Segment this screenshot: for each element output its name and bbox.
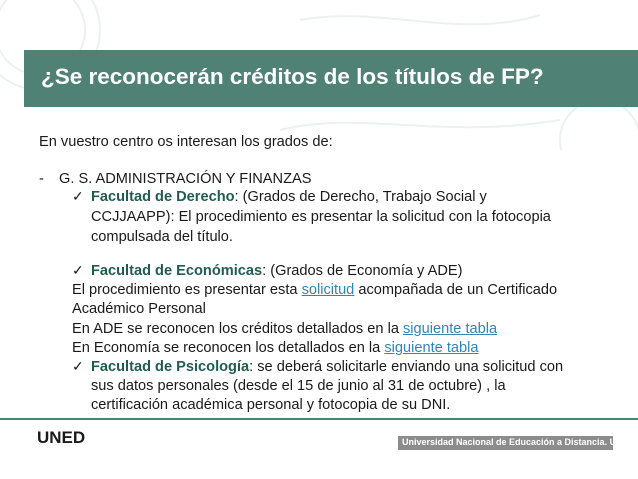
- derecho-name: Facultad de Derecho: [91, 189, 235, 205]
- economicas-name: Facultad de Económicas: [91, 263, 263, 279]
- footer-institution: Universidad Nacional de Educación a Distancia. UNED: [402, 437, 636, 447]
- economicas-line4-text: En ADE se reconocen los créditos detallados en la: [72, 321, 403, 337]
- ade-table-link[interactable]: siguiente tabla: [403, 321, 498, 337]
- check-icon: ✓: [72, 188, 84, 204]
- solicitud-link[interactable]: solicitud: [301, 282, 355, 298]
- page-title: ¿Se reconocerán créditos de los títulos de FP?: [41, 64, 544, 89]
- dash-bullet: -: [39, 171, 44, 187]
- economicas-line3: Académico Personal: [72, 301, 206, 317]
- derecho-line2: CCJJAAPP): El procedimiento es presentar la solicitud con la fotocopia: [91, 209, 551, 225]
- check-icon: ✓: [72, 262, 84, 278]
- derecho-item: [91, 188, 487, 206]
- derecho-line3: compulsada del título.: [91, 229, 233, 245]
- footer-divider: [0, 418, 638, 420]
- check-icon: ✓: [72, 358, 84, 374]
- uned-logo-text: UNED: [37, 428, 85, 447]
- economicas-line5: [72, 339, 478, 357]
- psicologia-line1: : se deberá solicitarle enviando una solicitud con: [249, 359, 564, 375]
- economicas-line2-text: El procedimiento es presentar esta: [72, 282, 302, 298]
- economicas-line2: [72, 281, 557, 299]
- economicas-line1: : (Grados de Economía y ADE): [262, 263, 463, 279]
- uned-logo: [37, 426, 85, 448]
- economicas-line2-post: acompañada de un Certificado: [354, 282, 558, 298]
- derecho-line1: : (Grados de Derecho, Trabajo Social y: [234, 189, 487, 205]
- psicologia-line2: sus datos personales (desde el 15 de junio al 31 de octubre) , la: [91, 378, 506, 394]
- psicologia-name: Facultad de Psicología: [91, 359, 250, 375]
- section-heading: G. S. ADMINISTRACIÓN Y FINANZAS: [59, 171, 312, 187]
- economicas-line5-text: En Economía se reconocen los detallados en la: [72, 340, 385, 356]
- economia-table-link[interactable]: siguiente tabla: [384, 340, 479, 356]
- psicologia-line3: certificación académica personal y fotocopia de su DNI.: [91, 397, 451, 413]
- psicologia-item: [91, 358, 563, 376]
- economicas-line4: [72, 320, 497, 338]
- economicas-item: [91, 262, 462, 280]
- intro-text: En vuestro centro os interesan los grados de:: [39, 134, 333, 150]
